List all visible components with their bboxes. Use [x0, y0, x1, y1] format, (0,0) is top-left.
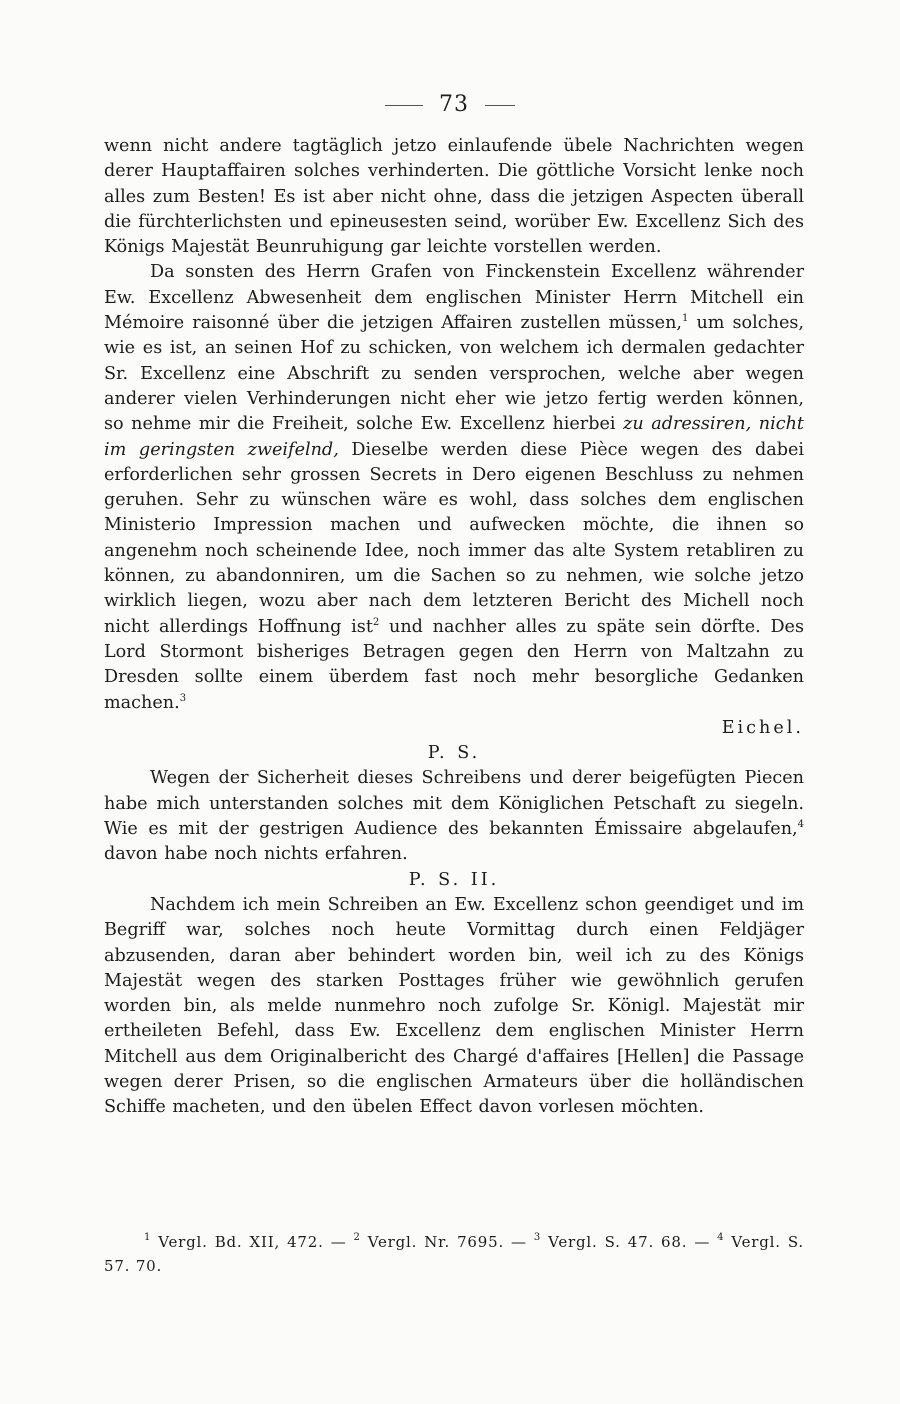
footnote-marker: 2 — [372, 616, 380, 628]
paragraph-continued: wenn nicht andere tagtäglich jetzo einlaufende übele Nachrichten wegen derer Hauptaffairen solches verhinderten. Die göttliche Vorsicht lenke noch alles zum Besten! Es ist aber nicht ohne, dass die jetzigen Aspecten überall die fürchterlichsten und epineusesten seind, worüber Ew. Excellenz Sich des Königs Majestät Beunruhigung gar leichte vorstellen werden. — [104, 136, 804, 258]
footnote-line: $^1$ Vergl. Bd. XII, 472. — $^2$ Vergl. Nr. 7695. — $^3$ Vergl. S. 47. 68. — $^4$ Vergl. S. 57. 70. — [104, 1232, 804, 1275]
footnote-marker: 3 — [179, 692, 187, 704]
footnotes — [104, 1230, 804, 1278]
paragraph-finckenstein: Da sonsten des Herrn Grafen von Finckenstein Excellenz währender Ew. Excellenz Abwesenheit dem englischen Minister Herrn Mitchell ein Mémoire raisonné über die jetzigen Affairen zustellen müssen,$^1$ um solches, wie es ist, an seinen Hof zu schicken, von welchem ich dermalen gedachter Sr. Excellenz eine Abschrift zu senden versprochen, welche aber wegen anderer vielen Verhinderungen nicht eher wie jetzo fertig werden können, so nehme mir die Freiheit, solche Ew. Excellenz hierbei zu adressiren, nicht im geringsten zweifelnd, Dieselbe werden diese Pièce wegen des dabei erforderlichen sehr grossen Secrets in Dero eigenen Beschluss zu nehmen geruhen. Sehr zu wünschen wäre es wohl, dass solches dem englischen Ministerio Impression machen und aufwecken möchte, die ihnen so angenehm noch scheinende Idee, noch immer das alte System retabliren zu können, zu abandonniren, um die Sachen so zu nehmen, wie solche jetzo wirklich liegen, wozu aber nach dem letzteren Bericht des Michell noch nicht allerdings Hoffnung ist$^2$ und nachher alles zu späte sein dörfte. Des Lord Stormont bisheriges Betragen gegen den Herrn von Maltzahn zu Dresden sollte einem überdem fast noch mehr besorgliche Gedanken machen.$^3$ — [104, 262, 805, 713]
postscript-heading: P. S. — [427, 743, 481, 764]
postscript-paragraph: Wegen der Sicherheit dieses Schreibens und derer beigefügten Piecen habe mich unterstanden solches mit dem Königlichen Petschaft zu siegeln. Wie es mit der gestrigen Audience des bekannten Émissaire abgelaufen,$^4$ davon habe noch nichts erfahren. — [104, 768, 804, 865]
signature: Eichel. — [721, 717, 804, 738]
header-rule-right — [485, 105, 515, 106]
page-number: 73 — [439, 92, 469, 117]
page-header — [0, 92, 900, 118]
footnote-marker: 1 — [682, 313, 689, 325]
postscript-2-heading: P. S. II. — [408, 869, 500, 890]
postscript-2-paragraph: Nachdem ich mein Schreiben an Ew. Excellenz schon geendiget und im Begriff war, solches noch heute Vormittag durch einen Feldjäger abzusenden, daran aber behindert worden bin, weil ich zu des Königs Majestät wegen des starken Posttages früher wie gewöhnlich gerufen worden bin, als melde nunmehro noch zufolge Sr. Königl. Majestät mir ertheileten Befehl, dass Ew. Excellenz dem englischen Minister Herrn Mitchell aus dem Originalbericht des Chargé d'affaires [Hellen] die Passage wegen derer Prisen, so die englischen Armateurs über die holländischen Schiffe macheten, und den übelen Effect davon vorlesen möchten. — [104, 894, 804, 1118]
header-rule-left — [385, 105, 423, 106]
main-text — [104, 134, 804, 1121]
emphasis-text: zu adressiren, nicht im geringsten zweifelnd, — [104, 414, 804, 460]
footnote-marker: 4 — [797, 819, 804, 831]
